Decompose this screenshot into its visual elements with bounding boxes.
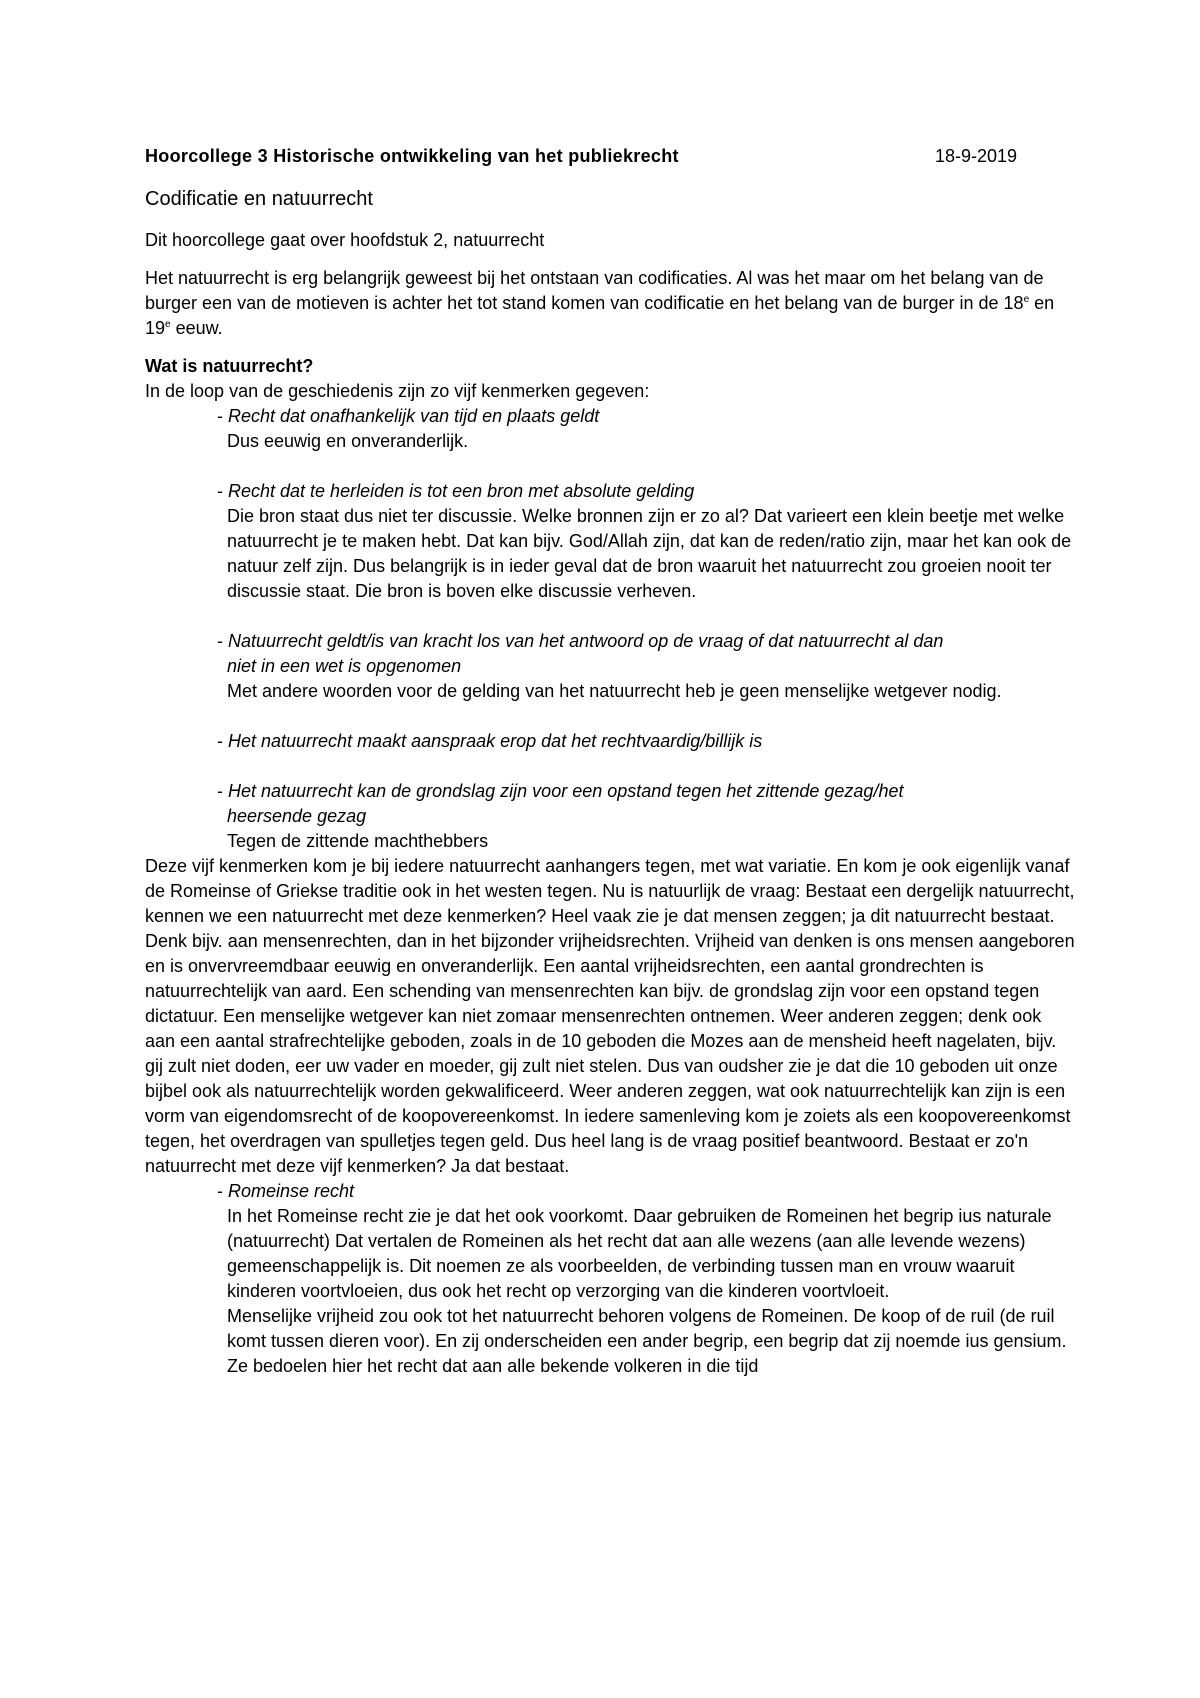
- list-item-body: Met andere woorden voor de gelding van het natuurrecht heb je geen menselijke wetgever nodig.: [227, 681, 1002, 701]
- superscript-e-2: e: [165, 319, 171, 330]
- list-item-body: In het Romeinse recht zie je dat het ook voorkomt. Daar gebruiken de Romeinen het begrip ius naturale (natuurrecht) Dat vertalen de Romeinen als het recht dat aan alle wezens (aan alle levende wezens) gemeenschappelijk is. Dit noemen ze als voorbeelden, de verbinding tussen man en vrouw waaruit kinderen voortvloeien, dus ook het recht op verzorging van die kinderen voortvloeit.: [227, 1206, 1052, 1301]
- list-item-body: Dus eeuwig en onveranderlijk.: [227, 431, 469, 451]
- list-item-title: [217, 729, 1075, 754]
- list-item-title: [217, 779, 1075, 804]
- list-dash: -: [217, 1181, 228, 1201]
- section-intro: In de loop van de geschiedenis zijn zo vijf kenmerken gegeven:: [145, 381, 650, 401]
- superscript-e-1: e: [1023, 294, 1030, 305]
- document-subtitle: Codificatie en natuurrecht: [145, 188, 373, 210]
- list-dash: -: [217, 406, 228, 426]
- document-date: 18-9-2019: [935, 146, 1018, 166]
- paragraph-kenmerken: Deze vijf kenmerken kom je bij iedere natuurrecht aanhangers tegen, met wat variatie. En kom je ook eigenlijk vanaf de Romeinse of Griekse traditie ook in het westen tegen. Nu is natuurlijk de vraag: Bestaat een dergelijk natuurrecht, kennen we een natuurrecht met deze kenmerken? Heel vaak zie je dat mensen zeggen; ja dit natuurrecht bestaat. Denk bijv. aan mensenrechten, dan in het bijzonder vrijheidsrechten. Vrijheid van denken is ons mensen aangeboren en is onvervreemdbaar eeuwig en onveranderlijk. Een aantal vrijheidsrechten, een aantal grondrechten is natuurrechtelijk van aard. Een schending van mensenrechten kan bijv. de grondslag zijn voor een opstand tegen dictatuur. Een menselijke wetgever kan niet zomaar mensenrechten ontnemen. Weer anderen zeggen; denk ook aan een aantal strafrechtelijke geboden, zoals in de 10 geboden die Mozes aan de mensheid heeft nagelaten, bijv. gij zult niet doden, eer uw vader en moeder, gij zult niet stelen. Dus van oudsher zie je dat die 10 geboden uit onze bijbel ook als natuurrechtelijk worden gekwalificeerd. Weer anderen zeggen, wat ook natuurrechtelijk kan zijn is een vorm van eigendomsrecht of de koopovereenkomst. In iedere samenleving kom je zoiets als een koopovereenkomst tegen, het overdragen van spulletjes tegen geld. Dus heel lang is de vraag positief beantwoord. Bestaat er zo'n natuurrecht met deze vijf kenmerken? Ja dat bestaat.: [145, 856, 1075, 1176]
- list-item: [217, 629, 1075, 704]
- list-item-title: [217, 629, 1075, 654]
- section-heading: Wat is natuurrecht?: [145, 356, 314, 376]
- intro-line: Dit hoorcollege gaat over hoofdstuk 2, natuurrecht: [145, 230, 545, 250]
- document-page: [145, 144, 1075, 1379]
- list-item-body-continued: Menselijke vrijheid zou ook tot het natuurrecht behoren volgens de Romeinen. De koop of de ruil (de ruil komt tussen dieren voor). En zij onderscheiden een ander begrip, een begrip dat zij noemde ius gensium. Ze bedoelen hier het recht dat aan alle bekende volkeren in die tijd: [227, 1306, 1067, 1376]
- list-item-title-text: Natuurrecht geldt/is van kracht los van het antwoord op de vraag of dat natuurrecht al dan: [228, 631, 944, 651]
- list-item-title: [217, 404, 1075, 429]
- list-item-title-text: Het natuurrecht maakt aanspraak erop dat het rechtvaardig/billijk is: [228, 731, 763, 751]
- document-title: Hoorcollege 3 Historische ontwikkeling van het publiekrecht: [145, 146, 679, 166]
- list-item-title: [217, 479, 1075, 504]
- list-item-title-text: Recht dat te herleiden is tot een bron met absolute gelding: [228, 481, 695, 501]
- list-item-title-continued: heersende gezag: [227, 806, 367, 826]
- paragraph-intro-end: eeuw.: [170, 318, 223, 338]
- list-item: [217, 779, 1075, 854]
- paragraph-intro: [145, 266, 1075, 341]
- list-item-romeinse-recht: [217, 1179, 1075, 1379]
- list-dash: -: [217, 631, 228, 651]
- list-item-title: [217, 1179, 1075, 1204]
- list-dash: -: [217, 781, 228, 801]
- list-item-title-text: Romeinse recht: [228, 1181, 355, 1201]
- list-item-body: Die bron staat dus niet ter discussie. Welke bronnen zijn er zo al? Dat varieert een klein beetje met welke natuurrecht je te maken hebt. Dat kan bijv. God/Allah zijn, dat kan de reden/ratio zijn, maar het kan ook de natuur zelf zijn. Dus belangrijk is in ieder geval dat de bron waaruit het natuurrecht zou groeien nooit ter discussie staat. Die bron is boven elke discussie verheven.: [227, 506, 1072, 601]
- list-item-body: Tegen de zittende machthebbers: [227, 831, 489, 851]
- list-dash: -: [217, 481, 228, 501]
- list-dash: -: [217, 731, 228, 751]
- list-item: [217, 404, 1075, 454]
- list-item: [217, 479, 1075, 604]
- list-item-title-text: Recht dat onafhankelijk van tijd en plaats geldt: [228, 406, 600, 426]
- list-item: [217, 729, 1075, 754]
- paragraph-intro-mid: en 19: [145, 293, 1055, 338]
- document-header: [145, 144, 1075, 169]
- list-item-title-continued: niet in een wet is opgenomen: [227, 656, 462, 676]
- list-item-title-text: Het natuurrecht kan de grondslag zijn voor een opstand tegen het zittende gezag/het: [228, 781, 904, 801]
- paragraph-intro-text: Het natuurrecht is erg belangrijk geweest bij het ontstaan van codificaties. Al was het maar om het belang van de burger een van de motieven is achter het tot stand komen van codificatie en het belang van de burger in de 18: [145, 268, 1044, 313]
